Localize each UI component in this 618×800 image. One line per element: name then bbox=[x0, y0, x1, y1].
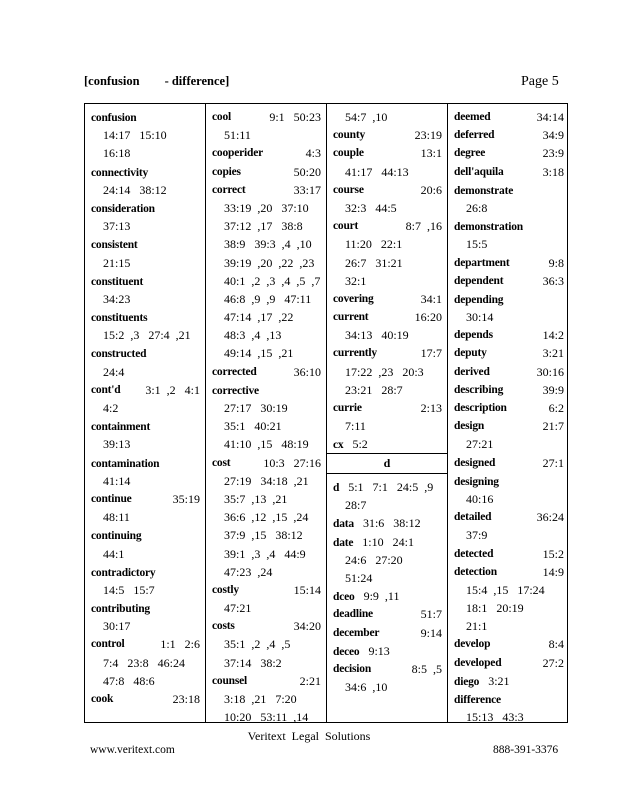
page-line-reference: 48:11 bbox=[103, 510, 130, 525]
page-line-reference: 21:1 bbox=[466, 619, 488, 634]
index-term: developed bbox=[454, 656, 502, 669]
page-line-reference: 34:13 40:19 bbox=[345, 328, 409, 343]
page-line-reference: 32:1 bbox=[345, 273, 367, 288]
page-line-reference: 10:3 27:16 bbox=[263, 455, 321, 470]
page-line-reference: 3:18 ,21 7:20 bbox=[224, 692, 297, 706]
index-term: consistent bbox=[91, 239, 138, 252]
index-term: corrected bbox=[212, 365, 257, 378]
index-entry bbox=[454, 381, 564, 399]
index-entry bbox=[333, 290, 442, 308]
page-line-reference: 14:9 bbox=[542, 564, 564, 579]
page-line-reference: 4:2 bbox=[103, 401, 119, 415]
index-entry bbox=[454, 181, 564, 199]
index-entry bbox=[91, 599, 200, 617]
page-line-reference: 24:4 bbox=[103, 364, 125, 379]
index-term: connectivity bbox=[91, 166, 149, 179]
index-entry bbox=[212, 454, 321, 472]
page-line-reference: 37:12 ,17 38:8 bbox=[224, 219, 303, 234]
index-term: detailed bbox=[454, 511, 492, 524]
index-entry bbox=[454, 344, 564, 362]
index-entry bbox=[454, 272, 564, 290]
page-line-reference: 35:7 ,13 ,21 bbox=[224, 491, 288, 506]
page-line-reference: 26:7 31:21 bbox=[345, 255, 403, 270]
index-table bbox=[84, 103, 568, 723]
page-line-reference: 9:13 bbox=[368, 643, 390, 658]
index-entry bbox=[454, 454, 564, 472]
page-line-reference: 11:20 22:1 bbox=[345, 237, 403, 252]
index-column-4 bbox=[448, 104, 569, 725]
index-entry bbox=[91, 635, 200, 653]
index-entry bbox=[454, 417, 564, 435]
index-term: detected bbox=[454, 547, 494, 560]
index-term: constructed bbox=[91, 348, 147, 361]
index-term: containment bbox=[91, 421, 151, 434]
index-term: correct bbox=[212, 183, 246, 196]
section-divider-bottom bbox=[327, 473, 447, 474]
page-line-reference: 48:3 ,4 ,13 bbox=[224, 328, 282, 343]
index-term: data bbox=[333, 518, 354, 531]
page-line-reference: 16:20 bbox=[414, 310, 442, 325]
page-line-reference: 6:2 bbox=[548, 401, 564, 415]
page-line-reference: 30:14 bbox=[466, 310, 494, 325]
index-entry bbox=[333, 344, 442, 362]
index-term: dependent bbox=[454, 274, 504, 287]
index-entry bbox=[454, 290, 564, 308]
page-line-reference: 44:1 bbox=[103, 546, 125, 561]
index-entry bbox=[454, 635, 564, 653]
page-line-reference: 3:21 bbox=[488, 673, 510, 688]
index-term: depends bbox=[454, 329, 493, 342]
page-line-reference: 34:23 bbox=[103, 291, 131, 306]
index-range: [confusion - difference] bbox=[84, 74, 230, 88]
index-entry bbox=[91, 308, 200, 326]
page-line-reference: 1:10 24:1 bbox=[362, 534, 414, 549]
index-entry bbox=[212, 617, 321, 635]
page-line-reference: 16:18 bbox=[103, 146, 131, 161]
index-entry bbox=[454, 217, 564, 235]
index-term: design bbox=[454, 420, 485, 433]
index-term: derived bbox=[454, 365, 490, 378]
index-term: counsel bbox=[212, 674, 248, 687]
index-term: depending bbox=[454, 293, 504, 306]
index-entry bbox=[91, 235, 200, 253]
index-entry bbox=[454, 163, 564, 181]
footer-website: www.veritext.com bbox=[90, 744, 175, 756]
index-term: cont'd bbox=[91, 383, 121, 396]
page-line-reference: 8:5 ,5 bbox=[411, 661, 442, 676]
index-term: december bbox=[333, 626, 380, 639]
page-number: Page 5 bbox=[521, 74, 559, 89]
index-term: d bbox=[333, 482, 340, 494]
page-line-reference: 8:4 bbox=[548, 637, 564, 652]
page-line-reference: 4:3 bbox=[305, 146, 321, 161]
page-line-reference: 7:4 23:8 46:24 bbox=[103, 655, 186, 670]
page-line-reference: 9:8 bbox=[548, 255, 564, 270]
index-term: consideration bbox=[91, 202, 155, 215]
page-line-reference: 37:9 ,15 38:12 bbox=[224, 528, 303, 543]
index-entry bbox=[91, 344, 200, 362]
page-line-reference: 3:1 ,2 4:1 bbox=[145, 382, 200, 397]
page-line-reference: 9:1 50:23 bbox=[269, 110, 321, 124]
index-entry bbox=[333, 624, 442, 642]
index-term: describing bbox=[454, 383, 504, 396]
page-line-reference: 51:11 bbox=[224, 128, 251, 143]
page-line-reference: 47:21 bbox=[224, 601, 252, 616]
page-line-reference: 28:7 bbox=[345, 498, 367, 513]
page-line-reference: 14:5 15:7 bbox=[103, 582, 155, 597]
index-entry bbox=[333, 478, 442, 496]
page-line-reference: 37:14 38:2 bbox=[224, 655, 282, 670]
page-line-reference: 20:6 bbox=[420, 182, 442, 197]
index-term: decision bbox=[333, 662, 372, 675]
index-term: dceo bbox=[333, 591, 355, 604]
index-term: deemed bbox=[454, 111, 491, 123]
index-term: currie bbox=[333, 402, 362, 414]
index-term: difference bbox=[454, 694, 501, 706]
index-term: constituent bbox=[91, 275, 144, 288]
page-line-reference: 38:9 39:3 ,4 ,10 bbox=[224, 237, 312, 252]
index-entry bbox=[91, 526, 200, 544]
footer-phone: 888-391-3376 bbox=[493, 744, 559, 756]
page-line-reference: 17:22 ,23 20:3 bbox=[345, 364, 424, 379]
index-entry bbox=[91, 199, 200, 217]
index-column-1 bbox=[85, 104, 206, 722]
index-entry bbox=[454, 254, 564, 272]
page-line-reference: 33:19 ,20 37:10 bbox=[224, 200, 309, 215]
page-line-reference: 41:10 ,15 48:19 bbox=[224, 437, 309, 452]
page-line-reference: 47:8 48:6 bbox=[103, 673, 155, 688]
page-line-reference: 24:14 38:12 bbox=[103, 182, 167, 197]
section-heading-d: d bbox=[383, 456, 391, 470]
page-line-reference: 34:14 bbox=[536, 110, 564, 124]
index-term: costs bbox=[212, 620, 235, 633]
index-entry bbox=[91, 272, 200, 290]
index-entry bbox=[454, 545, 564, 563]
index-term: continuing bbox=[91, 530, 142, 543]
index-term: diego bbox=[454, 675, 480, 688]
page-line-reference: 15:4 ,15 17:24 bbox=[466, 582, 545, 597]
index-entry bbox=[91, 108, 200, 126]
page-line-reference: 41:14 bbox=[103, 473, 131, 488]
index-entry bbox=[454, 690, 564, 708]
index-term: costly bbox=[212, 583, 239, 596]
index-entry bbox=[454, 144, 564, 162]
page-line-reference: 24:6 27:20 bbox=[345, 552, 403, 567]
page-line-reference: 27:17 30:19 bbox=[224, 401, 288, 415]
index-entry bbox=[454, 654, 564, 672]
index-entry bbox=[91, 490, 200, 508]
page-line-reference: 33:17 bbox=[293, 182, 321, 197]
index-term: department bbox=[454, 256, 510, 269]
page-line-reference: 54:7 ,10 bbox=[345, 110, 388, 124]
index-term: deceo bbox=[333, 645, 360, 658]
page-line-reference: 18:1 20:19 bbox=[466, 601, 524, 616]
index-column-2 bbox=[206, 104, 327, 725]
index-entry bbox=[454, 363, 564, 381]
index-term: continue bbox=[91, 492, 132, 505]
index-entry bbox=[91, 563, 200, 581]
index-entry bbox=[212, 581, 321, 599]
index-entry bbox=[333, 126, 442, 144]
page-line-reference: 21:7 bbox=[542, 419, 564, 434]
page-line-reference: 31:6 38:12 bbox=[362, 516, 421, 531]
index-entry bbox=[212, 672, 321, 690]
index-entry bbox=[91, 417, 200, 435]
index-term: designed bbox=[454, 456, 496, 469]
page-line-reference: 51:7 bbox=[420, 607, 442, 622]
page-line-reference: 23:19 bbox=[414, 128, 442, 143]
index-entry bbox=[212, 381, 321, 399]
page-line-reference: 23:18 bbox=[172, 692, 200, 706]
page-line-reference: 40:16 bbox=[466, 491, 494, 506]
index-term: county bbox=[333, 129, 366, 142]
index-term: course bbox=[333, 183, 364, 196]
index-term: control bbox=[91, 638, 125, 651]
page-line-reference: 15:5 bbox=[466, 237, 488, 252]
footer-company: Veritext Legal Solutions bbox=[247, 729, 371, 743]
index-entry bbox=[91, 163, 200, 181]
page-line-reference: 36:6 ,12 ,15 ,24 bbox=[224, 510, 309, 525]
index-term: couple bbox=[333, 147, 364, 160]
page-line-reference: 47:14 ,17 ,22 bbox=[224, 310, 294, 325]
page-line-reference: 17:7 bbox=[420, 346, 442, 361]
page-line-reference: 8:7 ,16 bbox=[405, 219, 442, 234]
index-entry bbox=[333, 217, 442, 235]
index-entry bbox=[333, 144, 442, 162]
page-line-reference: 36:10 bbox=[293, 364, 321, 379]
page-line-reference: 32:3 44:5 bbox=[345, 200, 397, 215]
index-term: develop bbox=[454, 638, 491, 651]
index-term: current bbox=[333, 311, 369, 324]
index-entry bbox=[212, 363, 321, 381]
index-entry bbox=[333, 642, 442, 660]
index-term: contributing bbox=[91, 603, 150, 616]
page-line-reference: 34:6 ,10 bbox=[345, 680, 388, 695]
index-term: corrective bbox=[212, 384, 259, 397]
index-entry bbox=[333, 660, 442, 678]
index-entry bbox=[454, 672, 564, 690]
index-term: detection bbox=[454, 565, 497, 578]
page-line-reference: 49:14 ,15 ,21 bbox=[224, 346, 294, 361]
page-line-reference: 15:2 ,3 27:4 ,21 bbox=[103, 328, 191, 343]
page-line-reference: 39:19 ,20 ,22 ,23 bbox=[224, 255, 315, 270]
index-entry bbox=[333, 514, 442, 532]
page-line-reference: 9:14 bbox=[420, 625, 442, 640]
page-line-reference: 27:21 bbox=[466, 437, 494, 452]
page-line-reference: 10:20 53:11 ,14 bbox=[224, 710, 309, 725]
page-line-reference: 35:1 ,2 ,4 ,5 bbox=[224, 637, 291, 652]
page-line-reference: 37:13 bbox=[103, 219, 131, 234]
index-entry bbox=[333, 587, 442, 605]
index-term: deferred bbox=[454, 129, 495, 142]
page-line-reference: 15:14 bbox=[293, 582, 321, 597]
index-term: cx bbox=[333, 439, 344, 452]
page-line-reference: 5:2 bbox=[352, 437, 368, 452]
index-entry bbox=[91, 454, 200, 472]
index-entry bbox=[454, 508, 564, 526]
page-line-reference: 27:19 34:18 ,21 bbox=[224, 473, 309, 488]
page-line-reference: 1:1 2:6 bbox=[160, 637, 200, 652]
index-entry bbox=[212, 144, 321, 162]
index-term: cool bbox=[212, 111, 231, 123]
page-line-reference: 2:21 bbox=[299, 673, 321, 688]
page-line-reference: 34:1 bbox=[420, 291, 442, 306]
page-line-reference: 30:16 bbox=[536, 364, 564, 379]
index-entry bbox=[454, 399, 564, 417]
page-line-reference: 14:2 bbox=[542, 328, 564, 343]
index-term: cost bbox=[212, 456, 231, 469]
index-term: currently bbox=[333, 347, 377, 360]
page-line-reference: 15:13 43:3 bbox=[466, 710, 524, 725]
index-entry bbox=[91, 690, 200, 708]
page-line-reference: 35:19 bbox=[172, 491, 200, 506]
index-term: deadline bbox=[333, 608, 373, 621]
page-line-reference: 36:3 bbox=[542, 273, 564, 288]
page-line-reference: 40:1 ,2 ,3 ,4 ,5 ,7 bbox=[224, 273, 321, 288]
page-line-reference: 39:13 bbox=[103, 437, 131, 452]
index-term: degree bbox=[454, 147, 486, 160]
index-entry bbox=[454, 108, 564, 126]
index-term: demonstrate bbox=[454, 184, 514, 197]
index-term: copies bbox=[212, 165, 241, 178]
index-term: constituents bbox=[91, 312, 148, 325]
page-line-reference: 21:15 bbox=[103, 255, 131, 270]
index-entry bbox=[333, 308, 442, 326]
page-line-reference: 37:9 bbox=[466, 528, 488, 543]
index-term: court bbox=[333, 220, 359, 233]
page-line-reference: 30:17 bbox=[103, 619, 131, 634]
index-entry bbox=[333, 605, 442, 623]
index-term: contamination bbox=[91, 457, 160, 470]
page-line-reference: 9:9 ,11 bbox=[363, 589, 400, 604]
page-line-reference: 15:2 bbox=[542, 546, 564, 561]
index-column-3 bbox=[327, 104, 448, 722]
index-entry bbox=[212, 181, 321, 199]
page-line-reference: 3:21 bbox=[542, 346, 564, 361]
index-entry bbox=[454, 472, 564, 490]
index-term: cooperider bbox=[212, 147, 264, 160]
page-line-reference: 34:20 bbox=[293, 619, 321, 634]
page-line-reference: 5:1 7:1 24:5 ,9 bbox=[348, 480, 434, 494]
index-term: covering bbox=[333, 292, 374, 305]
page-line-reference: 27:1 bbox=[542, 455, 564, 470]
index-entry bbox=[454, 126, 564, 144]
page-line-reference: 41:17 44:13 bbox=[345, 164, 409, 179]
index-term: dell'aquila bbox=[454, 165, 504, 178]
page-line-reference: 14:17 15:10 bbox=[103, 128, 167, 143]
page-line-reference: 34:9 bbox=[542, 128, 564, 143]
page-line-reference: 35:1 40:21 bbox=[224, 419, 282, 434]
index-term: deputy bbox=[454, 347, 487, 360]
index-term: confusion bbox=[91, 112, 137, 124]
index-entry bbox=[212, 163, 321, 181]
page-line-reference: 27:2 bbox=[542, 655, 564, 670]
index-entry bbox=[212, 108, 321, 126]
index-entry bbox=[454, 326, 564, 344]
index-entry bbox=[91, 381, 200, 399]
page-line-reference: 2:13 bbox=[420, 401, 442, 415]
page-line-reference: 50:20 bbox=[293, 164, 321, 179]
index-term: contradictory bbox=[91, 566, 156, 579]
index-entry bbox=[333, 533, 442, 551]
index-entry bbox=[333, 181, 442, 199]
index-term: designing bbox=[454, 475, 499, 488]
index-entry bbox=[333, 399, 442, 417]
page-line-reference: 3:18 bbox=[542, 164, 564, 179]
index-term: demonstration bbox=[454, 221, 523, 234]
section-divider-top bbox=[327, 453, 447, 454]
index-entry bbox=[454, 563, 564, 581]
page-line-reference: 46:8 ,9 ,9 47:11 bbox=[224, 291, 312, 306]
page-line-reference: 47:23 ,24 bbox=[224, 564, 273, 579]
index-term: description bbox=[454, 402, 507, 414]
page-line-reference: 7:11 bbox=[345, 419, 366, 434]
page-line-reference: 26:8 bbox=[466, 200, 488, 215]
page-line-reference: 23:21 28:7 bbox=[345, 382, 403, 397]
index-term: cook bbox=[91, 693, 114, 705]
index-entry bbox=[333, 435, 442, 453]
page-line-reference: 36:24 bbox=[536, 510, 564, 525]
index-term: date bbox=[333, 536, 354, 549]
page-line-reference: 51:24 bbox=[345, 570, 373, 585]
page-line-reference: 13:1 bbox=[420, 146, 442, 161]
page-line-reference: 39:9 bbox=[542, 382, 564, 397]
page-line-reference: 23:9 bbox=[542, 146, 564, 161]
page-line-reference: 39:1 ,3 ,4 44:9 bbox=[224, 546, 306, 561]
